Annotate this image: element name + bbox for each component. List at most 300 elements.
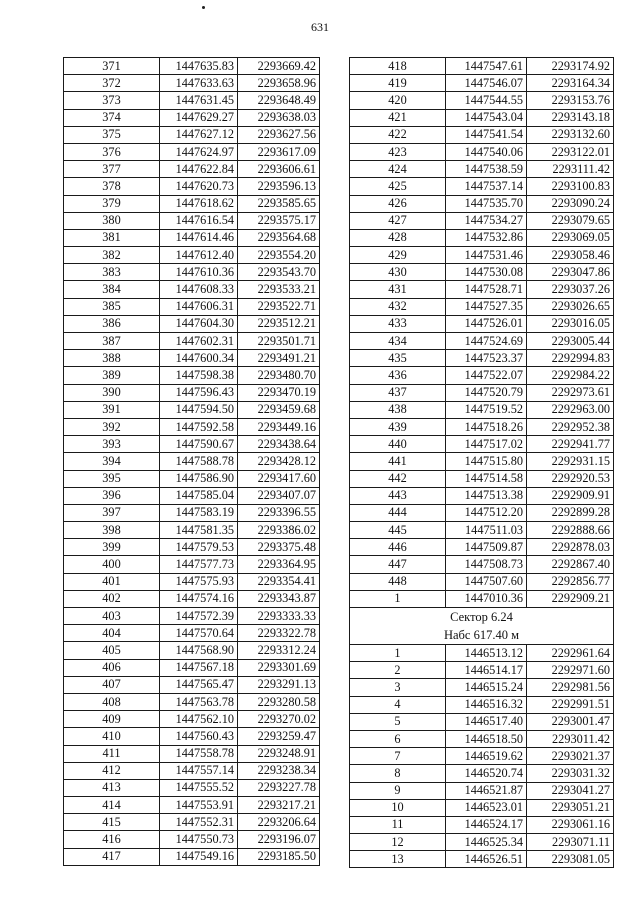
x-coordinate-cell: 1447572.39 [160, 608, 238, 625]
y-coordinate-cell: 2293051.21 [527, 799, 614, 816]
point-number-cell: 422 [350, 126, 446, 143]
x-coordinate-cell: 1447508.73 [446, 556, 527, 573]
y-coordinate-cell: 2293196.07 [238, 831, 320, 848]
x-coordinate-cell: 1446519.62 [446, 748, 527, 765]
x-coordinate-cell: 1447618.62 [160, 195, 238, 212]
table-row [350, 315, 614, 332]
x-coordinate-cell: 1446516.32 [446, 696, 527, 713]
point-number-cell: 440 [350, 436, 446, 453]
table-row [350, 126, 614, 143]
table-row [350, 556, 614, 573]
x-coordinate-cell: 1447622.84 [160, 161, 238, 178]
x-coordinate-cell: 1447535.70 [446, 195, 527, 212]
point-number-cell: 11 [350, 816, 446, 833]
y-coordinate-cell: 2292920.53 [527, 470, 614, 487]
x-coordinate-cell: 1447528.71 [446, 281, 527, 298]
x-coordinate-cell: 1447567.18 [160, 659, 238, 676]
x-coordinate-cell: 1447568.90 [160, 642, 238, 659]
point-number-cell: 433 [350, 315, 446, 332]
x-coordinate-cell: 1447574.16 [160, 590, 238, 607]
point-number-cell: 12 [350, 834, 446, 851]
x-coordinate-cell: 1447560.43 [160, 728, 238, 745]
x-coordinate-cell: 1447546.07 [446, 75, 527, 92]
table-row [350, 748, 614, 765]
table-row [64, 126, 320, 143]
table-row [350, 350, 614, 367]
table-row [64, 762, 320, 779]
y-coordinate-cell: 2293270.02 [238, 711, 320, 728]
y-coordinate-cell: 2293238.34 [238, 762, 320, 779]
point-number-cell: 419 [350, 75, 446, 92]
x-coordinate-cell: 1447562.10 [160, 711, 238, 728]
table-row [64, 711, 320, 728]
y-coordinate-cell: 2293259.47 [238, 728, 320, 745]
point-number-cell: 1 [350, 645, 446, 662]
point-number-cell: 445 [350, 522, 446, 539]
point-number-cell: 411 [64, 745, 160, 762]
coordinates-table-right-bottom-body [350, 645, 614, 868]
point-number-cell: 446 [350, 539, 446, 556]
x-coordinate-cell: 1447590.67 [160, 436, 238, 453]
table-row [350, 195, 614, 212]
y-coordinate-cell: 2293333.33 [238, 608, 320, 625]
y-coordinate-cell: 2292971.60 [527, 662, 614, 679]
table-row [350, 522, 614, 539]
x-coordinate-cell: 1447635.83 [160, 58, 238, 75]
y-coordinate-cell: 2293071.11 [527, 834, 614, 851]
point-number-cell: 4 [350, 696, 446, 713]
sector-subtitle: Набс 617.40 м [443, 628, 520, 642]
y-coordinate-cell: 2293533.21 [238, 281, 320, 298]
y-coordinate-cell: 2293047.86 [527, 264, 614, 281]
table-row [64, 779, 320, 796]
point-number-cell: 409 [64, 711, 160, 728]
y-coordinate-cell: 2292984.22 [527, 367, 614, 384]
point-number-cell: 435 [350, 350, 446, 367]
y-coordinate-cell: 2292991.51 [527, 696, 614, 713]
x-coordinate-cell: 1447010.36 [446, 590, 527, 607]
point-number-cell: 424 [350, 161, 446, 178]
x-coordinate-cell: 1447627.12 [160, 126, 238, 143]
y-coordinate-cell: 2293343.87 [238, 590, 320, 607]
y-coordinate-cell: 2293021.37 [527, 748, 614, 765]
table-row [350, 679, 614, 696]
x-coordinate-cell: 1447614.46 [160, 229, 238, 246]
table-row [350, 696, 614, 713]
x-coordinate-cell: 1447526.01 [446, 315, 527, 332]
y-coordinate-cell: 2292888.66 [527, 522, 614, 539]
coordinates-table-right-top-body [350, 58, 614, 608]
point-number-cell: 406 [64, 659, 160, 676]
table-row [350, 470, 614, 487]
y-coordinate-cell: 2293100.83 [527, 178, 614, 195]
x-coordinate-cell: 1447553.91 [160, 797, 238, 814]
x-coordinate-cell: 1447602.31 [160, 333, 238, 350]
point-number-cell: 437 [350, 384, 446, 401]
y-coordinate-cell: 2293648.49 [238, 92, 320, 109]
table-row [64, 212, 320, 229]
point-number-cell: 5 [350, 713, 446, 730]
table-row [350, 799, 614, 816]
y-coordinate-cell: 2293041.27 [527, 782, 614, 799]
point-number-cell: 413 [64, 779, 160, 796]
point-number-cell: 398 [64, 522, 160, 539]
y-coordinate-cell: 2293386.02 [238, 522, 320, 539]
x-coordinate-cell: 1447588.78 [160, 453, 238, 470]
table-row [64, 487, 320, 504]
x-coordinate-cell: 1447537.14 [446, 178, 527, 195]
y-coordinate-cell: 2293312.24 [238, 642, 320, 659]
point-number-cell: 395 [64, 470, 160, 487]
y-coordinate-cell: 2293585.65 [238, 195, 320, 212]
table-row [350, 384, 614, 401]
x-coordinate-cell: 1447550.73 [160, 831, 238, 848]
y-coordinate-cell: 2292981.56 [527, 679, 614, 696]
point-number-cell: 375 [64, 126, 160, 143]
table-row [350, 229, 614, 246]
point-number-cell: 380 [64, 212, 160, 229]
y-coordinate-cell: 2292909.91 [527, 487, 614, 504]
table-row [64, 676, 320, 693]
x-coordinate-cell: 1447509.87 [446, 539, 527, 556]
table-row [64, 693, 320, 710]
y-coordinate-cell: 2292856.77 [527, 573, 614, 590]
y-coordinate-cell: 2293061.16 [527, 816, 614, 833]
sector-title: Сектор 6.24 [450, 610, 513, 624]
table-row [350, 109, 614, 126]
table-row [350, 782, 614, 799]
table-row [64, 315, 320, 332]
x-coordinate-cell: 1446517.40 [446, 713, 527, 730]
table-row [350, 92, 614, 109]
point-number-cell: 439 [350, 418, 446, 435]
coordinates-table-left [63, 57, 320, 866]
x-coordinate-cell: 1447518.26 [446, 418, 527, 435]
x-coordinate-cell: 1447563.78 [160, 693, 238, 710]
table-row [64, 659, 320, 676]
point-number-cell: 13 [350, 851, 446, 868]
table-row [64, 556, 320, 573]
point-number-cell: 396 [64, 487, 160, 504]
x-coordinate-cell: 1447515.80 [446, 453, 527, 470]
y-coordinate-cell: 2293543.70 [238, 264, 320, 281]
y-coordinate-cell: 2293206.64 [238, 814, 320, 831]
table-row [64, 92, 320, 109]
x-coordinate-cell: 1447517.02 [446, 436, 527, 453]
x-coordinate-cell: 1447598.38 [160, 367, 238, 384]
y-coordinate-cell: 2293185.50 [238, 848, 320, 865]
point-number-cell: 371 [64, 58, 160, 75]
x-coordinate-cell: 1446521.87 [446, 782, 527, 799]
x-coordinate-cell: 1446526.51 [446, 851, 527, 868]
point-number-cell: 391 [64, 401, 160, 418]
table-row [350, 487, 614, 504]
point-number-cell: 6 [350, 730, 446, 747]
y-coordinate-cell: 2293005.44 [527, 333, 614, 350]
point-number-cell: 405 [64, 642, 160, 659]
y-coordinate-cell: 2293174.92 [527, 58, 614, 75]
table-row [64, 608, 320, 625]
y-coordinate-cell: 2293079.65 [527, 212, 614, 229]
y-coordinate-cell: 2293111.42 [527, 161, 614, 178]
point-number-cell: 432 [350, 298, 446, 315]
table-row [64, 229, 320, 246]
x-coordinate-cell: 1447631.45 [160, 92, 238, 109]
point-number-cell: 447 [350, 556, 446, 573]
y-coordinate-cell: 2293407.07 [238, 487, 320, 504]
y-coordinate-cell: 2293375.48 [238, 539, 320, 556]
y-coordinate-cell: 2293058.46 [527, 247, 614, 264]
y-coordinate-cell: 2293081.05 [527, 851, 614, 868]
x-coordinate-cell: 1447549.16 [160, 848, 238, 865]
x-coordinate-cell: 1447620.73 [160, 178, 238, 195]
table-row [350, 58, 614, 75]
point-number-cell: 420 [350, 92, 446, 109]
x-coordinate-cell: 1446518.50 [446, 730, 527, 747]
point-number-cell: 388 [64, 350, 160, 367]
table-row [350, 539, 614, 556]
x-coordinate-cell: 1447557.14 [160, 762, 238, 779]
x-coordinate-cell: 1447523.37 [446, 350, 527, 367]
table-row [64, 453, 320, 470]
table-row [64, 848, 320, 865]
point-number-cell: 387 [64, 333, 160, 350]
x-coordinate-cell: 1447552.31 [160, 814, 238, 831]
point-number-cell: 394 [64, 453, 160, 470]
table-row [64, 504, 320, 521]
x-coordinate-cell: 1447575.93 [160, 573, 238, 590]
point-number-cell: 427 [350, 212, 446, 229]
point-number-cell: 9 [350, 782, 446, 799]
point-number-cell: 425 [350, 178, 446, 195]
y-coordinate-cell: 2292899.28 [527, 504, 614, 521]
point-number-cell: 410 [64, 728, 160, 745]
y-coordinate-cell: 2293428.12 [238, 453, 320, 470]
table-row [350, 333, 614, 350]
point-number-cell: 7 [350, 748, 446, 765]
point-number-cell: 421 [350, 109, 446, 126]
table-row [350, 662, 614, 679]
y-coordinate-cell: 2293512.21 [238, 315, 320, 332]
point-number-cell: 429 [350, 247, 446, 264]
scan-speck [202, 6, 205, 9]
point-number-cell: 397 [64, 504, 160, 521]
y-coordinate-cell: 2293069.05 [527, 229, 614, 246]
x-coordinate-cell: 1447592.58 [160, 418, 238, 435]
y-coordinate-cell: 2293564.68 [238, 229, 320, 246]
x-coordinate-cell: 1447616.54 [160, 212, 238, 229]
y-coordinate-cell: 2293638.03 [238, 109, 320, 126]
point-number-cell: 431 [350, 281, 446, 298]
y-coordinate-cell: 2293248.91 [238, 745, 320, 762]
y-coordinate-cell: 2293449.16 [238, 418, 320, 435]
x-coordinate-cell: 1447543.04 [446, 109, 527, 126]
table-row [350, 75, 614, 92]
y-coordinate-cell: 2293669.42 [238, 58, 320, 75]
y-coordinate-cell: 2293606.61 [238, 161, 320, 178]
y-coordinate-cell: 2293438.64 [238, 436, 320, 453]
table-row [64, 75, 320, 92]
point-number-cell: 412 [64, 762, 160, 779]
x-coordinate-cell: 1447530.08 [446, 264, 527, 281]
coordinates-table-right [349, 57, 614, 868]
y-coordinate-cell: 2292973.61 [527, 384, 614, 401]
point-number-cell: 443 [350, 487, 446, 504]
x-coordinate-cell: 1447511.03 [446, 522, 527, 539]
point-number-cell: 10 [350, 799, 446, 816]
point-number-cell: 1 [350, 590, 446, 607]
y-coordinate-cell: 2292878.03 [527, 539, 614, 556]
y-coordinate-cell: 2293164.34 [527, 75, 614, 92]
x-coordinate-cell: 1447577.73 [160, 556, 238, 573]
y-coordinate-cell: 2293001.47 [527, 713, 614, 730]
table-row [64, 58, 320, 75]
x-coordinate-cell: 1447596.43 [160, 384, 238, 401]
y-coordinate-cell: 2293016.05 [527, 315, 614, 332]
x-coordinate-cell: 1447586.90 [160, 470, 238, 487]
x-coordinate-cell: 1447547.61 [446, 58, 527, 75]
point-number-cell: 383 [64, 264, 160, 281]
point-number-cell: 373 [64, 92, 160, 109]
y-coordinate-cell: 2293575.17 [238, 212, 320, 229]
y-coordinate-cell: 2293322.78 [238, 625, 320, 642]
point-number-cell: 389 [64, 367, 160, 384]
sector-header [350, 608, 614, 645]
coordinates-table-left-body [64, 58, 320, 866]
table-row [64, 161, 320, 178]
table-row [350, 418, 614, 435]
point-number-cell: 384 [64, 281, 160, 298]
point-number-cell: 434 [350, 333, 446, 350]
point-number-cell: 374 [64, 109, 160, 126]
y-coordinate-cell: 2293417.60 [238, 470, 320, 487]
x-coordinate-cell: 1447629.27 [160, 109, 238, 126]
x-coordinate-cell: 1447513.38 [446, 487, 527, 504]
y-coordinate-cell: 2293026.65 [527, 298, 614, 315]
table-row [64, 281, 320, 298]
x-coordinate-cell: 1447565.47 [160, 676, 238, 693]
x-coordinate-cell: 1447579.53 [160, 539, 238, 556]
point-number-cell: 392 [64, 418, 160, 435]
y-coordinate-cell: 2293031.32 [527, 765, 614, 782]
x-coordinate-cell: 1447522.07 [446, 367, 527, 384]
table-row [64, 367, 320, 384]
point-number-cell: 386 [64, 315, 160, 332]
y-coordinate-cell: 2293354.41 [238, 573, 320, 590]
table-row [350, 713, 614, 730]
point-number-cell: 382 [64, 247, 160, 264]
x-coordinate-cell: 1446524.17 [446, 816, 527, 833]
y-coordinate-cell: 2293217.21 [238, 797, 320, 814]
point-number-cell: 378 [64, 178, 160, 195]
y-coordinate-cell: 2293617.09 [238, 143, 320, 160]
y-coordinate-cell: 2293470.19 [238, 384, 320, 401]
x-coordinate-cell: 1447583.19 [160, 504, 238, 521]
x-coordinate-cell: 1446520.74 [446, 765, 527, 782]
y-coordinate-cell: 2293132.60 [527, 126, 614, 143]
y-coordinate-cell: 2293554.20 [238, 247, 320, 264]
x-coordinate-cell: 1447540.06 [446, 143, 527, 160]
point-number-cell: 426 [350, 195, 446, 212]
x-coordinate-cell: 1447555.52 [160, 779, 238, 796]
x-coordinate-cell: 1447624.97 [160, 143, 238, 160]
y-coordinate-cell: 2293280.58 [238, 693, 320, 710]
table-row [350, 161, 614, 178]
table-row [64, 195, 320, 212]
point-number-cell: 417 [64, 848, 160, 865]
y-coordinate-cell: 2293396.55 [238, 504, 320, 521]
x-coordinate-cell: 1447612.40 [160, 247, 238, 264]
table-row [64, 401, 320, 418]
x-coordinate-cell: 1447581.35 [160, 522, 238, 539]
point-number-cell: 414 [64, 797, 160, 814]
x-coordinate-cell: 1447594.50 [160, 401, 238, 418]
point-number-cell: 444 [350, 504, 446, 521]
point-number-cell: 442 [350, 470, 446, 487]
point-number-cell: 415 [64, 814, 160, 831]
x-coordinate-cell: 1447524.69 [446, 333, 527, 350]
table-row [350, 264, 614, 281]
table-row [350, 401, 614, 418]
table-row [64, 143, 320, 160]
table-row [64, 797, 320, 814]
x-coordinate-cell: 1446515.24 [446, 679, 527, 696]
table-row [64, 539, 320, 556]
table-row [350, 834, 614, 851]
y-coordinate-cell: 2293122.01 [527, 143, 614, 160]
x-coordinate-cell: 1447558.78 [160, 745, 238, 762]
table-row [350, 367, 614, 384]
point-number-cell: 390 [64, 384, 160, 401]
table-row [350, 178, 614, 195]
table-row [350, 247, 614, 264]
point-number-cell: 404 [64, 625, 160, 642]
point-number-cell: 402 [64, 590, 160, 607]
table-row [64, 573, 320, 590]
point-number-cell: 416 [64, 831, 160, 848]
y-coordinate-cell: 2292963.00 [527, 401, 614, 418]
point-number-cell: 393 [64, 436, 160, 453]
table-row [64, 625, 320, 642]
y-coordinate-cell: 2293143.18 [527, 109, 614, 126]
point-number-cell: 403 [64, 608, 160, 625]
x-coordinate-cell: 1446514.17 [446, 662, 527, 679]
point-number-cell: 438 [350, 401, 446, 418]
y-coordinate-cell: 2293037.26 [527, 281, 614, 298]
point-number-cell: 376 [64, 143, 160, 160]
point-number-cell: 372 [64, 75, 160, 92]
y-coordinate-cell: 2293153.76 [527, 92, 614, 109]
point-number-cell: 400 [64, 556, 160, 573]
x-coordinate-cell: 1446513.12 [446, 645, 527, 662]
point-number-cell: 436 [350, 367, 446, 384]
table-row [64, 642, 320, 659]
x-coordinate-cell: 1447604.30 [160, 315, 238, 332]
y-coordinate-cell: 2293364.95 [238, 556, 320, 573]
y-coordinate-cell: 2293627.56 [238, 126, 320, 143]
y-coordinate-cell: 2292961.64 [527, 645, 614, 662]
table-row [350, 453, 614, 470]
table-row [350, 730, 614, 747]
y-coordinate-cell: 2293227.78 [238, 779, 320, 796]
y-coordinate-cell: 2293459.68 [238, 401, 320, 418]
point-number-cell: 2 [350, 662, 446, 679]
y-coordinate-cell: 2292867.40 [527, 556, 614, 573]
x-coordinate-cell: 1447527.35 [446, 298, 527, 315]
y-coordinate-cell: 2293301.69 [238, 659, 320, 676]
y-coordinate-cell: 2292941.77 [527, 436, 614, 453]
x-coordinate-cell: 1447585.04 [160, 487, 238, 504]
